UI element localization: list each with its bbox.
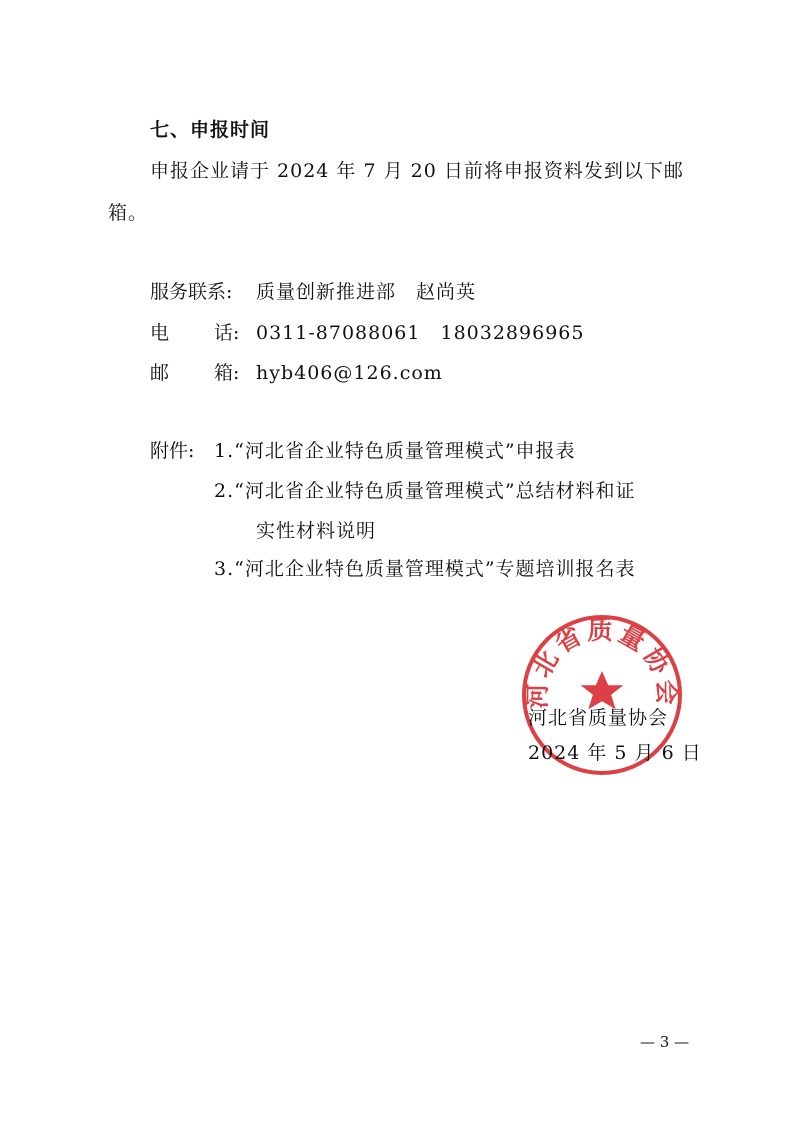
section-body-line-2: 箱。 xyxy=(108,202,149,224)
section-heading: 七、申报时间 xyxy=(150,119,271,141)
attachment-item-3: 3.“河北企业特色质量管理模式”专题培训报名表 xyxy=(214,558,636,580)
signature-date: 2024 年 5 月 6 日 xyxy=(528,742,702,764)
signature-organization: 河北省质量协会 xyxy=(528,707,669,729)
phone-value: 0311-87088061 18032896965 xyxy=(256,322,585,344)
attachments-label: 附件: xyxy=(150,440,195,462)
section-body-line-1: 申报企业请于 2024 年 7 月 20 日前将申报资料发到以下邮 xyxy=(150,160,684,182)
phone-label-char-1: 电 xyxy=(150,322,170,344)
email-value[interactable]: hyb406@126.com xyxy=(256,362,443,384)
svg-text:河北省质量协会: 河北省质量协会 xyxy=(522,616,682,709)
attachment-item-1: 1.“河北省企业特色质量管理模式”申报表 xyxy=(214,440,576,462)
attachment-item-2-line-1: 2.“河北省企业特色质量管理模式”总结材料和证 xyxy=(214,480,636,502)
service-contact-label: 服务联系: xyxy=(150,281,233,303)
email-label-char-2: 箱: xyxy=(214,362,240,384)
page-number: — 3 — xyxy=(640,1033,690,1051)
attachment-item-2-line-2: 实性材料说明 xyxy=(256,520,377,542)
email-label-char-1: 邮 xyxy=(150,362,170,384)
phone-label-char-2: 话: xyxy=(214,322,240,344)
service-contact-value: 质量创新推进部 赵尚英 xyxy=(256,281,477,303)
